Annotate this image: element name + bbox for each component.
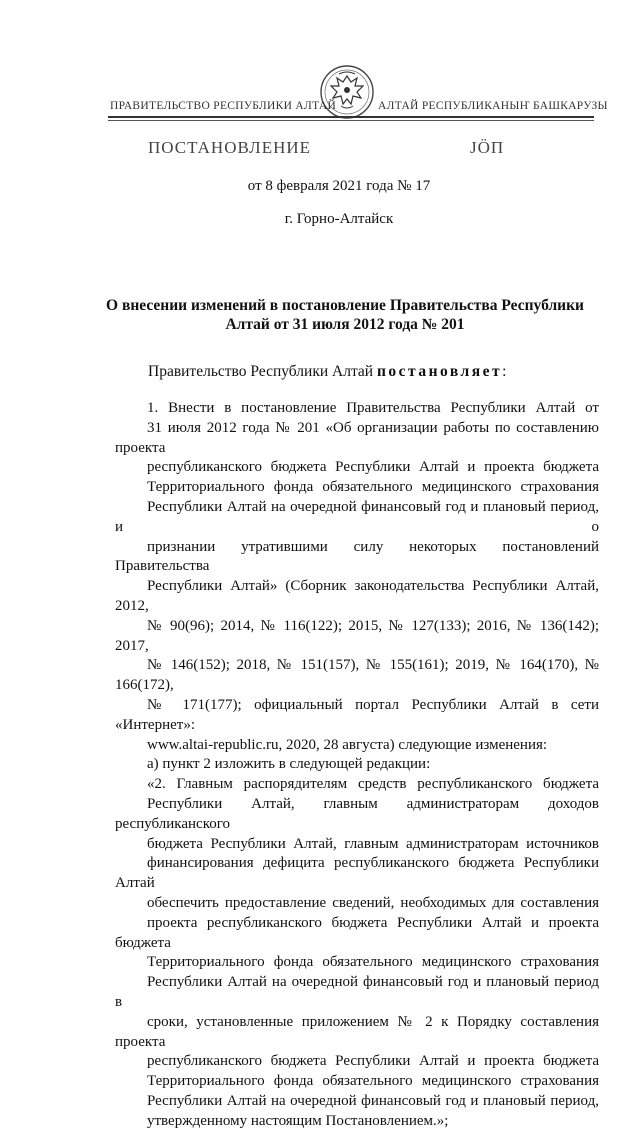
text-line: утвержденному настоящим Постановлением.»;: [147, 1112, 449, 1129]
text-line: «2. Главным распорядителям средств республиканского бюджета: [147, 776, 599, 793]
text-line: 1. Внести в постановление Правительства Республики Алтай от: [147, 400, 599, 416]
text-line: республиканского бюджета Республики Алтай и проекта бюджета: [147, 1053, 599, 1070]
document-date-number: от 8 февраля 2021 года № 17: [247, 178, 431, 194]
text-line: финансирования дефицита республиканского бюджета Республики Алтай: [115, 855, 599, 892]
document-title: [100, 296, 590, 334]
text-line: Республики Алтай на очередной финансовый год и плановый период, и о: [115, 498, 599, 535]
government-name-ru: ПРАВИТЕЛЬСТВО РЕСПУБЛИКИ АЛТАЙ: [110, 100, 337, 112]
header-rule-thick: [108, 116, 594, 118]
document-city: г. Горно-Алтайск: [284, 211, 394, 227]
decree-subject: Правительство Республики Алтай: [148, 363, 374, 380]
text-line: Республики Алтай, главным администраторам доходов республиканского: [115, 795, 599, 832]
text-line: а) пункт 2 изложить в следующей редакции:: [147, 756, 431, 773]
paragraph-quoted-item-2: [115, 775, 599, 1131]
text-line: Территориального фонда обязательного медицинского страхования: [147, 1073, 599, 1090]
document-type-ru: ПОСТАНОВЛЕНИЕ: [148, 138, 312, 157]
text-line: проекта республиканского бюджета Республики Алтай и проекта бюджета: [115, 914, 599, 951]
text-line: Территориального фонда обязательного медицинского страхования: [147, 479, 599, 496]
text-line: признании утратившими силу некоторых постановлений Правительства: [115, 538, 599, 575]
text-line: 31 июля 2012 года № 201 «Об организации работы по составлению проекта: [115, 419, 599, 456]
government-name-altai: АЛТАЙ РЕСПУБЛИКАНЫҤ БАШКАРУЗЫ: [378, 100, 608, 112]
decree-statement: Правительство Республики Алтай постановляет:: [148, 363, 507, 380]
document-type-altai: ЈӦП: [470, 138, 505, 157]
text-line: Территориального фонда обязательного медицинского страхования: [147, 954, 599, 971]
header-rule-thin: [108, 120, 594, 121]
decree-verb: постановляет: [376, 363, 503, 380]
text-line: № 146(152); 2018, № 151(157), № 155(161); 2019, № 164(170), № 166(172),: [115, 657, 599, 694]
text-line: сроки, установленные приложением № 2 к Порядку составления проекта: [115, 1013, 599, 1050]
text-line: Республики Алтай на очередной финансовый год и плановый период в: [115, 974, 599, 1010]
text-line: Республики Алтай» (Сборник законодательства Республики Алтай, 2012,: [115, 578, 599, 614]
text-line: бюджета Республики Алтай, главным администраторам источников: [147, 835, 599, 852]
title-line: Алтай от 31 июля 2012 года № 201: [225, 316, 465, 333]
paragraph-item-1: [115, 399, 599, 755]
text-line: № 171(177); официальный портал Республики Алтай в сети «Интернет»:: [115, 696, 599, 733]
text-line: обеспечить предоставление сведений, необходимых для составления: [147, 894, 599, 911]
paragraph-subitem-a: [115, 755, 599, 775]
text-line: www.altai-republic.ru, 2020, 28 августа) следующие изменения:: [147, 736, 548, 753]
text-line: Республики Алтай на очередной финансовый год и плановый период,: [147, 1092, 599, 1109]
title-line: О внесении изменений в постановление Правительства Республики: [106, 297, 584, 314]
text-line: № 90(96); 2014, № 116(122); 2015, № 127(133); 2016, № 136(142); 2017,: [115, 617, 599, 654]
document-body: [115, 399, 599, 1131]
text-line: республиканского бюджета Республики Алтай и проекта бюджета: [147, 459, 599, 476]
